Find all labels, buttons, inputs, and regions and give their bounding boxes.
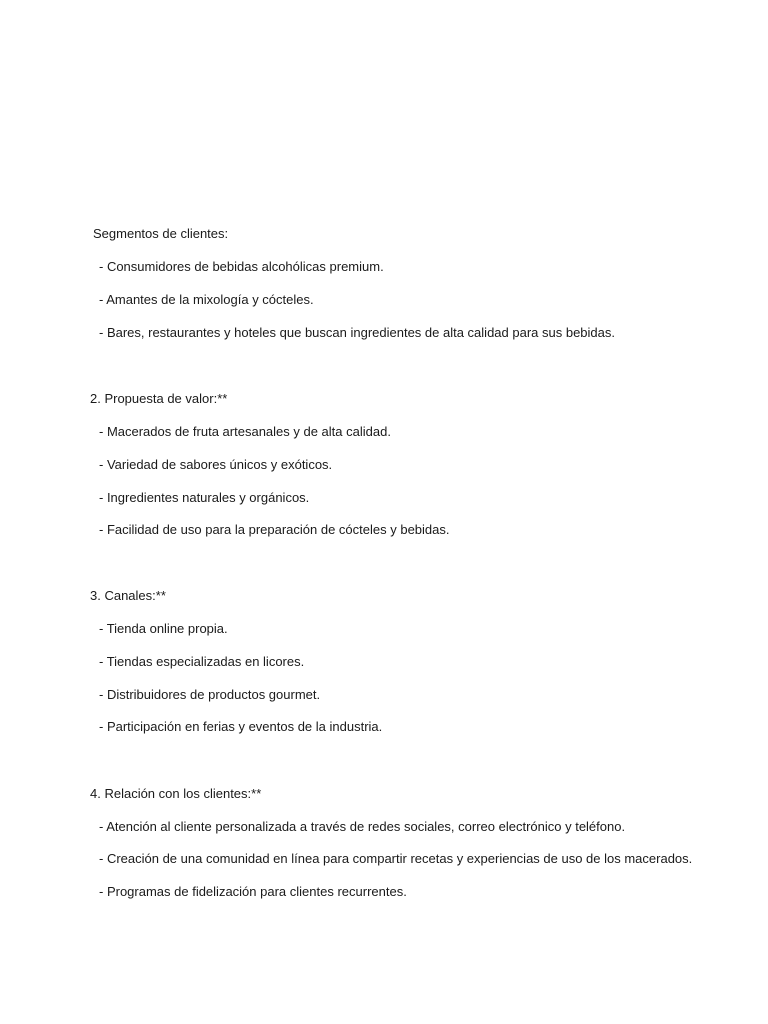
list-item: - Ingredientes naturales y orgánicos. — [99, 490, 310, 505]
list-item: - Variedad de sabores únicos y exóticos. — [99, 457, 333, 472]
section-heading-relacion: 4. Relación con los clientes:** — [90, 786, 262, 801]
list-item: - Facilidad de uso para la preparación de cócteles y bebidas. — [99, 522, 450, 537]
list-item: - Atención al cliente personalizada a través de redes sociales, correo electrónico y teléfono. — [99, 819, 626, 834]
list-item: - Macerados de fruta artesanales y de alta calidad. — [99, 424, 391, 439]
list-item: - Programas de fidelización para clientes recurrentes. — [99, 884, 407, 899]
section-heading-segmentos: Segmentos de clientes: — [93, 226, 229, 241]
section-heading-canales: 3. Canales:** — [90, 588, 166, 603]
section-heading-propuesta: 2. Propuesta de valor:** — [90, 391, 228, 406]
list-item: - Amantes de la mixología y cócteles. — [99, 292, 314, 307]
list-item: - Distribuidores de productos gourmet. — [99, 687, 321, 702]
list-item: - Consumidores de bebidas alcohólicas premium. — [99, 259, 384, 274]
list-item: - Tienda online propia. — [99, 621, 228, 636]
list-item: - Bares, restaurantes y hoteles que buscan ingredientes de alta calidad para sus bebidas. — [99, 325, 615, 340]
list-item: - Tiendas especializadas en licores. — [99, 654, 305, 669]
list-item: - Creación de una comunidad en línea para compartir recetas y experiencias de uso de los macerados. — [99, 851, 693, 866]
list-item: - Participación en ferias y eventos de la industria. — [99, 719, 383, 734]
